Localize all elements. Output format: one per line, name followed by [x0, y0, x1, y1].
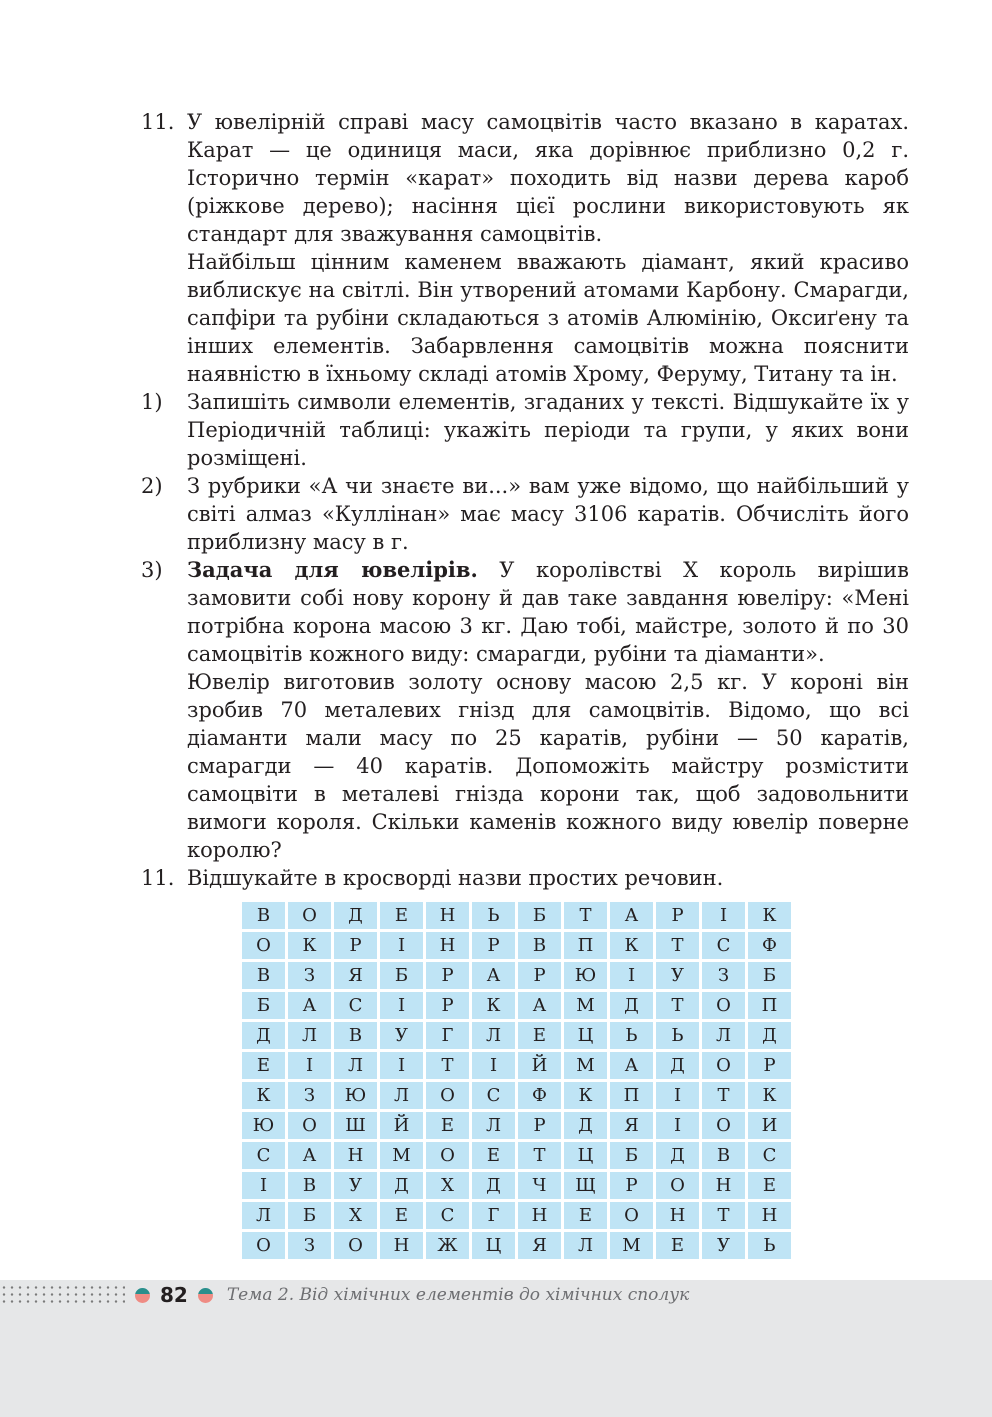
- grid-cell: Н: [748, 1202, 791, 1229]
- question-text: З рубрики «А чи знаєте ви...» вам уже відомо, що найбільший у світі алмаз «Куллінан» має масу 3106 каратів. Обчисліть його приблизну масу в г.: [187, 474, 909, 554]
- grid-cell: Ю: [334, 1082, 377, 1109]
- grid-cell: Р: [610, 1172, 653, 1199]
- grid-cell: Ч: [518, 1172, 561, 1199]
- grid-cell: О: [426, 1142, 469, 1169]
- grid-cell: Т: [564, 902, 607, 929]
- grid-cell: Ф: [748, 932, 791, 959]
- page-number: 82: [160, 1283, 188, 1307]
- grid-cell: Д: [656, 1052, 699, 1079]
- grid-cell: Д: [656, 1142, 699, 1169]
- grid-cell: Н: [426, 932, 469, 959]
- grid-cell: В: [242, 962, 285, 989]
- grid-row: [242, 962, 791, 989]
- question-text: Запишіть символи елементів, згаданих у тексті. Відшукайте їх у Періодичній таблиці: укажіть періоди та групи, у яких вони розміщені.: [187, 390, 909, 470]
- grid-cell: К: [288, 932, 331, 959]
- page-content: [0, 108, 992, 892]
- grid-cell: О: [242, 1232, 285, 1259]
- question-2: [0, 472, 909, 556]
- task-paragraph: У ювелірній справі масу самоцвітів часто вказано в каратах. Карат — це одиниця маси, яка дорівнює приблизно 0,2 г. Історично термін «карат» походить від назви дерева кароб (ріжкове дерево); насіння цієї рослини використовують як стандарт для зважування самоцвітів.: [187, 110, 909, 246]
- grid-cell: Р: [656, 902, 699, 929]
- question-heading: Задача для ювелірів.: [187, 557, 478, 582]
- grid-cell: М: [610, 1232, 653, 1259]
- grid-cell: Р: [748, 1052, 791, 1079]
- grid-cell: И: [748, 1112, 791, 1139]
- grid-cell: Х: [334, 1202, 377, 1229]
- grid-cell: Е: [380, 902, 423, 929]
- grid-cell: Е: [748, 1172, 791, 1199]
- grid-cell: І: [380, 932, 423, 959]
- grid-cell: Т: [518, 1142, 561, 1169]
- grid-cell: К: [472, 992, 515, 1019]
- grid-cell: Л: [702, 1022, 745, 1049]
- grid-row: [242, 1172, 791, 1199]
- grid-cell: Н: [334, 1142, 377, 1169]
- grid-cell: Ф: [518, 1082, 561, 1109]
- grid-cell: А: [518, 992, 561, 1019]
- grid-cell: О: [334, 1232, 377, 1259]
- grid-cell: Я: [610, 1112, 653, 1139]
- grid-cell: Е: [564, 1202, 607, 1229]
- grid-cell: І: [380, 992, 423, 1019]
- grid-cell: Р: [518, 962, 561, 989]
- grid-cell: Б: [242, 992, 285, 1019]
- grid-cell: Д: [242, 1022, 285, 1049]
- task-text: Відшукайте в кросворді назви простих речовин.: [187, 866, 724, 890]
- grid-cell: Г: [426, 1022, 469, 1049]
- grid-cell: Ю: [242, 1112, 285, 1139]
- grid-cell: Б: [748, 962, 791, 989]
- grid-cell: Р: [426, 992, 469, 1019]
- grid-cell: У: [334, 1172, 377, 1199]
- grid-cell: І: [656, 1082, 699, 1109]
- grid-cell: В: [518, 932, 561, 959]
- grid-cell: О: [242, 932, 285, 959]
- grid-cell: О: [656, 1172, 699, 1199]
- grid-cell: Б: [518, 902, 561, 929]
- grid-cell: І: [288, 1052, 331, 1079]
- grid-cell: Л: [472, 1022, 515, 1049]
- grid-cell: П: [748, 992, 791, 1019]
- grid-cell: Ц: [472, 1232, 515, 1259]
- grid-cell: Х: [426, 1172, 469, 1199]
- grid-cell: І: [656, 1112, 699, 1139]
- grid-cell: С: [748, 1142, 791, 1169]
- grid-cell: З: [288, 1082, 331, 1109]
- grid-cell: С: [472, 1082, 515, 1109]
- question-text: [187, 556, 909, 668]
- grid-cell: Й: [518, 1052, 561, 1079]
- grid-cell: У: [702, 1232, 745, 1259]
- grid-cell: А: [610, 1052, 653, 1079]
- grid-cell: Е: [518, 1022, 561, 1049]
- grid-cell: Г: [472, 1202, 515, 1229]
- grid-cell: М: [380, 1142, 423, 1169]
- grid-cell: Щ: [564, 1172, 607, 1199]
- grid-cell: С: [702, 932, 745, 959]
- grid-cell: Ц: [564, 1142, 607, 1169]
- grid-cell: З: [288, 962, 331, 989]
- grid-cell: І: [380, 1052, 423, 1079]
- grid-cell: Ь: [610, 1022, 653, 1049]
- grid-cell: Ь: [748, 1232, 791, 1259]
- grid-cell: І: [702, 902, 745, 929]
- grid-row: [242, 992, 791, 1019]
- grid-cell: Е: [472, 1142, 515, 1169]
- grid-cell: Н: [380, 1232, 423, 1259]
- grid-cell: Е: [380, 1202, 423, 1229]
- grid-cell: Н: [656, 1202, 699, 1229]
- bullet-icon: [198, 1288, 213, 1303]
- grid-cell: Я: [334, 962, 377, 989]
- grid-cell: К: [748, 902, 791, 929]
- grid-cell: У: [656, 962, 699, 989]
- chapter-title: Тема 2. Від хімічних елементів до хімічних сполук: [226, 1285, 690, 1305]
- grid-cell: Ц: [564, 1022, 607, 1049]
- grid-row: [242, 1082, 791, 1109]
- grid-cell: Д: [564, 1112, 607, 1139]
- grid-cell: З: [702, 962, 745, 989]
- question-number: 1): [141, 390, 163, 414]
- wordsearch-grid: [242, 902, 791, 1259]
- grid-cell: А: [472, 962, 515, 989]
- grid-cell: Е: [656, 1232, 699, 1259]
- grid-cell: Н: [518, 1202, 561, 1229]
- grid-cell: Т: [702, 1202, 745, 1229]
- grid-cell: О: [288, 902, 331, 929]
- grid-cell: Ж: [426, 1232, 469, 1259]
- grid-row: [242, 1202, 791, 1229]
- grid-cell: Т: [702, 1082, 745, 1109]
- grid-cell: К: [242, 1082, 285, 1109]
- grid-cell: Л: [288, 1022, 331, 1049]
- question-number: 2): [141, 474, 163, 498]
- grid-cell: М: [564, 1052, 607, 1079]
- grid-cell: Б: [288, 1202, 331, 1229]
- grid-cell: Д: [472, 1172, 515, 1199]
- grid-cell: К: [748, 1082, 791, 1109]
- grid-cell: П: [610, 1082, 653, 1109]
- task-11-wordsearch: [0, 864, 909, 892]
- grid-cell: А: [288, 992, 331, 1019]
- grid-cell: Я: [518, 1232, 561, 1259]
- grid-cell: Р: [518, 1112, 561, 1139]
- grid-cell: Т: [426, 1052, 469, 1079]
- grid-row: [242, 1022, 791, 1049]
- grid-cell: І: [472, 1052, 515, 1079]
- grid-cell: Л: [380, 1082, 423, 1109]
- task-number: 11.: [141, 110, 175, 134]
- grid-cell: Л: [242, 1202, 285, 1229]
- grid-row: [242, 1142, 791, 1169]
- grid-cell: П: [564, 932, 607, 959]
- grid-cell: А: [288, 1142, 331, 1169]
- grid-cell: О: [702, 1052, 745, 1079]
- grid-cell: К: [564, 1082, 607, 1109]
- question-number: 3): [141, 558, 163, 582]
- grid-row: [242, 1112, 791, 1139]
- grid-cell: О: [702, 1112, 745, 1139]
- grid-row: [242, 1232, 791, 1259]
- grid-cell: У: [380, 1022, 423, 1049]
- grid-cell: В: [334, 1022, 377, 1049]
- task-11-intro: [0, 108, 909, 388]
- grid-cell: Ь: [472, 902, 515, 929]
- grid-cell: Б: [380, 962, 423, 989]
- grid-cell: О: [426, 1082, 469, 1109]
- grid-cell: Б: [610, 1142, 653, 1169]
- task-number: 11.: [141, 866, 175, 890]
- dot-pattern: [0, 1284, 125, 1306]
- grid-cell: Л: [472, 1112, 515, 1139]
- grid-cell: В: [702, 1142, 745, 1169]
- grid-cell: Д: [334, 902, 377, 929]
- grid-row: [242, 902, 791, 929]
- grid-cell: Р: [426, 962, 469, 989]
- grid-cell: А: [610, 902, 653, 929]
- grid-cell: В: [242, 902, 285, 929]
- question-1: [0, 388, 909, 472]
- grid-cell: Й: [380, 1112, 423, 1139]
- wordsearch-table: [239, 899, 794, 1262]
- grid-cell: С: [242, 1142, 285, 1169]
- grid-cell: Ю: [564, 962, 607, 989]
- grid-cell: Е: [426, 1112, 469, 1139]
- grid-cell: О: [288, 1112, 331, 1139]
- grid-cell: В: [288, 1172, 331, 1199]
- grid-cell: З: [288, 1232, 331, 1259]
- question-body: У королівстві Х король вирішив замовити собі нову корону й дав таке завдання ювеліру: «Мені потрібна корона масою 3 кг. Даю тобі, майстре, золото й по 30 самоцвітів кожного виду: смарагди, рубіни та діаманти».: [187, 558, 909, 666]
- bullet-icon: [135, 1288, 150, 1303]
- grid-cell: Д: [610, 992, 653, 1019]
- grid-cell: І: [242, 1172, 285, 1199]
- grid-row: [242, 932, 791, 959]
- question-3: [0, 556, 909, 864]
- grid-cell: Р: [334, 932, 377, 959]
- grid-cell: Е: [242, 1052, 285, 1079]
- grid-cell: С: [334, 992, 377, 1019]
- grid-cell: Т: [656, 992, 699, 1019]
- grid-cell: Ь: [656, 1022, 699, 1049]
- grid-cell: М: [564, 992, 607, 1019]
- grid-cell: Р: [472, 932, 515, 959]
- grid-cell: К: [610, 932, 653, 959]
- grid-cell: Д: [380, 1172, 423, 1199]
- grid-cell: Т: [656, 932, 699, 959]
- grid-cell: О: [702, 992, 745, 1019]
- grid-cell: Л: [334, 1052, 377, 1079]
- grid-cell: О: [610, 1202, 653, 1229]
- grid-cell: І: [610, 962, 653, 989]
- grid-cell: С: [426, 1202, 469, 1229]
- grid-cell: Н: [702, 1172, 745, 1199]
- grid-cell: Л: [564, 1232, 607, 1259]
- grid-cell: Н: [426, 902, 469, 929]
- footer: [135, 1282, 689, 1308]
- grid-cell: Ш: [334, 1112, 377, 1139]
- question-text: Ювелір виготовив золоту основу масою 2,5 кг. У короні він зробив 70 металевих гнізд для самоцвітів. Відомо, що всі діаманти мали масу по 25 каратів, рубіни — 50 каратів, смарагди — 40 каратів. Допоможіть майстру розмістити самоцвіти в металеві гнізда корони так, щоб задовольнити вимоги короля. Скільки каменів кожного виду ювелір поверне королю?: [187, 670, 909, 862]
- task-paragraph: Найбільш цінним каменем вважають діамант, який красиво виблискує на світлі. Він утворений атомами Карбону. Смарагди, сапфіри та рубіни складаються з атомів Алюмінію, Оксиґену та інших елементів. Забарвлення самоцвітів можна пояснити наявністю в їхньому складі атомів Хрому, Феруму, Титану та ін.: [187, 250, 909, 386]
- grid-cell: Д: [748, 1022, 791, 1049]
- grid-row: [242, 1052, 791, 1079]
